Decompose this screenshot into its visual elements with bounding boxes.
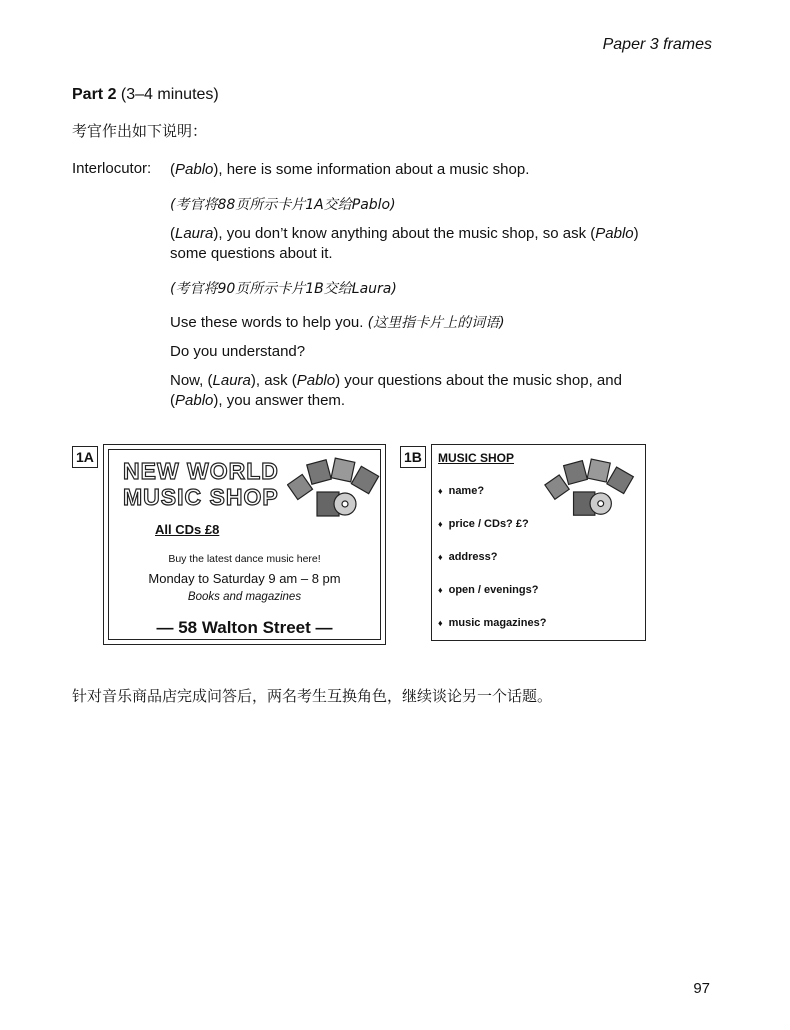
dialogue-text: some questions about it. — [170, 245, 333, 262]
dialogue-text: Now, ( — [170, 372, 213, 389]
card-1a-label: 1A — [72, 446, 98, 468]
card-1b-label: 1B — [400, 446, 426, 468]
list-item-text: open / evenings? — [448, 584, 539, 596]
hours-text: Monday to Saturday 9 am – 8 pm — [148, 571, 341, 586]
list-item — [438, 551, 498, 563]
dialogue-text: Use these words to help you. — [170, 314, 364, 331]
examiner-note-1: (考官将88页所示卡片1A交给Pablo) — [170, 197, 396, 213]
examiner-note-3: (这里指卡片上的词语) — [367, 315, 505, 331]
name-laura: Laura — [175, 225, 214, 242]
dialogue-line-1: (Pablo), here is some information about a music shop. — [170, 161, 530, 178]
part-heading — [72, 86, 219, 104]
list-item — [438, 518, 529, 530]
name-pablo: Pablo — [296, 372, 336, 389]
diamond-bullet-icon: ♦ — [438, 585, 443, 595]
name-laura: Laura — [212, 372, 251, 389]
dialogue-text: ), you don’t know anything about the music shop, so ask ( — [213, 225, 596, 242]
list-item — [438, 584, 538, 596]
part-duration: (3–4 minutes) — [120, 86, 219, 103]
dialogue-text: ), here is some information about a music shop. — [213, 161, 530, 178]
name-pablo: Pablo — [175, 392, 214, 409]
list-item-text: music magazines? — [448, 617, 547, 629]
dialogue-text: ), ask ( — [250, 372, 297, 389]
shop-name-line-2: MUSIC SHOP — [123, 484, 279, 510]
speaker-label: Interlocutor: — [72, 160, 152, 177]
dialogue-text: ), you answer them. — [213, 392, 346, 409]
card-1b-heading: MUSIC SHOP — [438, 451, 515, 465]
instruction-cn: 考官作出如下说明： — [72, 122, 208, 140]
dialogue-line-4: Do you understand? — [170, 343, 306, 360]
list-item — [438, 617, 546, 629]
list-item-text: price / CDs? £? — [448, 518, 529, 530]
tagline-text: Buy the latest dance music here! — [168, 553, 321, 565]
list-item — [438, 485, 484, 497]
dialogue-line-3 — [170, 313, 650, 333]
diamond-bullet-icon: ♦ — [438, 618, 443, 628]
diamond-bullet-icon: ♦ — [438, 486, 443, 496]
list-item-text: name? — [448, 485, 485, 497]
address-text: — 58 Walton Street — — [156, 618, 333, 637]
part-title: Part 2 — [72, 86, 117, 103]
footer-instruction-cn: 针对音乐商品店完成问答后，两名考生互换角色，继续谈论另一个话题。 — [72, 687, 553, 705]
dialogue-text: ) your questions about the music shop, and — [335, 372, 622, 389]
dialogue-line-5: Now, (Laura), ask (Pablo) your questions about the music shop, and (Pablo), you answer them. — [170, 372, 622, 409]
diamond-bullet-icon: ♦ — [438, 519, 443, 529]
dialogue-text: ) — [633, 225, 639, 242]
list-item-text: address? — [448, 551, 498, 563]
offer-text: All CDs £8 — [155, 522, 220, 537]
diamond-bullet-icon: ♦ — [438, 552, 443, 562]
running-title: Paper 3 frames — [602, 36, 712, 53]
shop-name-line-1: NEW WORLD — [123, 458, 279, 484]
examiner-note-2: (考官将90页所示卡片1B交给Laura) — [170, 281, 397, 297]
dialogue-line-2: (Laura), you don’t know anything about the music shop, so ask (Pablo) some questions about it. — [170, 225, 639, 262]
card-1a — [103, 444, 386, 645]
card-1b — [431, 444, 646, 641]
name-pablo: Pablo — [595, 225, 634, 242]
card-1a-frame — [108, 449, 381, 640]
cd-stack-icon — [287, 456, 383, 524]
extra-text: Books and magazines — [187, 591, 302, 603]
cd-stack-icon — [544, 457, 638, 523]
name-pablo: Pablo — [175, 161, 214, 178]
page-number: 97 — [693, 980, 710, 997]
